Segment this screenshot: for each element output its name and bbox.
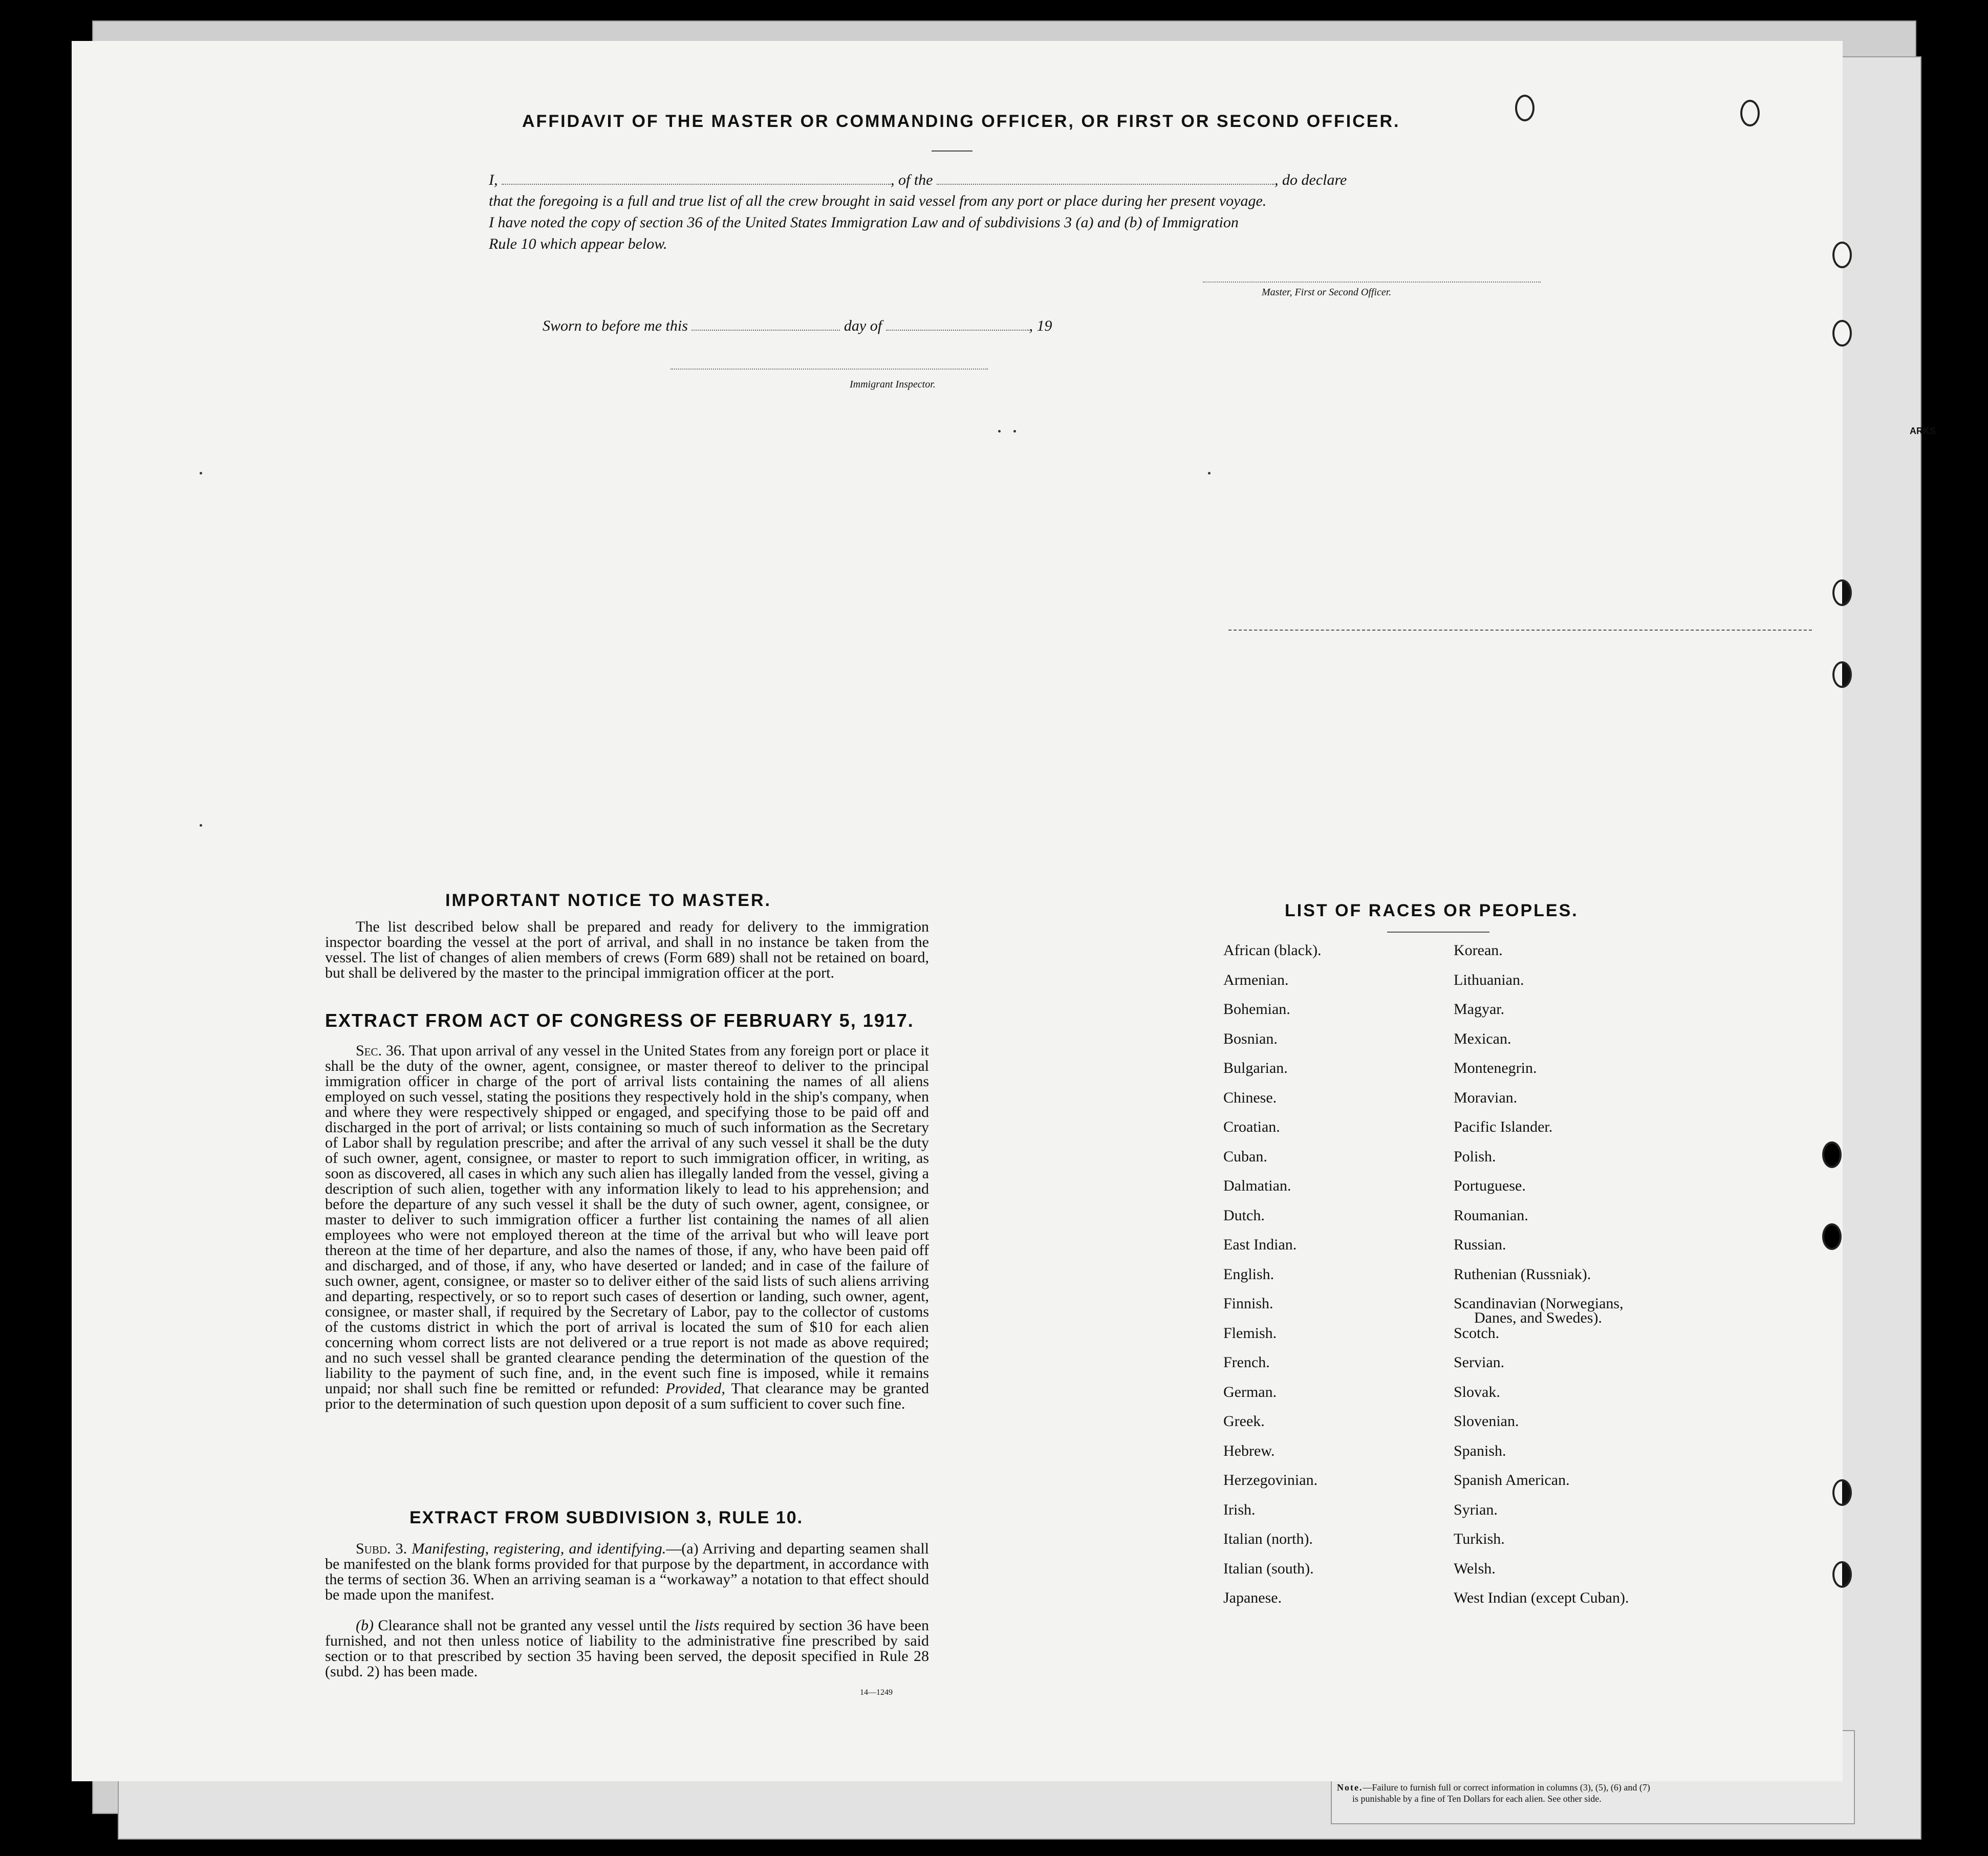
speck — [998, 430, 1001, 433]
signature-label: Master, First or Second Officer. — [1262, 287, 1392, 298]
race-item: Pacific Islander. — [1454, 1118, 1553, 1135]
form-number: 14—1249 — [860, 1688, 893, 1697]
sec-text-end: That clearance may be granted prior to the determination of such question upon deposit of a sum sufficient to cover such fine. — [325, 1380, 929, 1412]
declaration-line-4: Rule 10 which appear below. — [489, 235, 667, 252]
speck — [1208, 472, 1211, 474]
race-item: Italian (north). — [1223, 1530, 1313, 1547]
punch-hole — [1832, 1561, 1852, 1588]
declaration-line-2: that the foregoing is a full and true list of all the crew brought in said vessel from any port or place during her present voyage. — [489, 192, 1267, 209]
faint-rule — [1228, 630, 1812, 631]
sworn-month-blank[interactable] — [886, 330, 1029, 331]
subd-label: Subd. 3. — [356, 1540, 407, 1557]
signature-line[interactable] — [1203, 282, 1541, 283]
b-label: (b) — [356, 1617, 374, 1634]
race-item: Syrian. — [1454, 1501, 1498, 1518]
race-item: Scandinavian (Norwegians, — [1454, 1295, 1624, 1312]
inspector-label: Immigrant Inspector. — [850, 379, 936, 390]
sworn-text: Sworn to before me this — [543, 317, 688, 334]
note-line — [1337, 1782, 1650, 1793]
race-item: Korean. — [1454, 942, 1503, 959]
race-item: West Indian (except Cuban). — [1454, 1589, 1629, 1606]
races-title-rule — [1387, 932, 1489, 933]
speck — [200, 824, 202, 827]
race-item: Bulgarian. — [1223, 1060, 1288, 1076]
race-item: Dalmatian. — [1223, 1177, 1291, 1194]
sworn-line — [543, 317, 1052, 335]
notice-text: The list described below shall be prepared and ready for delivery to the immigration inspector boarding the vessel at the port of arrival, and shall in no instance be taken from the vessel. The list of changes of alien members of crews (Form 689) shall not be retained on board, but shall be delivered by the master to the principal immigration officer at the port. — [325, 918, 929, 981]
year-prefix: , 19 — [1029, 317, 1052, 334]
form-sheet — [72, 41, 1843, 1781]
note-text: —Failure to furnish full or correct information in columns (3), (5), (6) and (7) — [1363, 1782, 1650, 1793]
race-item: Roumanian. — [1454, 1206, 1528, 1224]
sworn-day-blank[interactable] — [692, 330, 840, 331]
race-item: Croatian. — [1223, 1118, 1280, 1135]
race-item: Magyar. — [1454, 1001, 1505, 1018]
notice-title: IMPORTANT NOTICE TO MASTER. — [445, 891, 771, 910]
race-item: Cuban. — [1223, 1148, 1267, 1165]
race-item: Flemish. — [1223, 1324, 1277, 1342]
race-item: Spanish American. — [1454, 1472, 1570, 1488]
speck — [1013, 430, 1016, 433]
race-item: Lithuanian. — [1454, 971, 1524, 988]
sec-label: Sec. 36. — [356, 1042, 405, 1059]
race-item: Polish. — [1454, 1148, 1496, 1165]
declaration-line-3: I have noted the copy of section 36 of the United States Immigration Law and of subdivisions 3 (a) and (b) of Immigration — [489, 214, 1239, 231]
affidavit-title: AFFIDAVIT OF THE MASTER OR COMMANDING OFFICER, OR FIRST OR SECOND OFFICER. — [522, 112, 1400, 131]
race-item: East Indian. — [1223, 1236, 1297, 1253]
punch-hole — [1515, 95, 1535, 121]
extract-rule-title: EXTRACT FROM SUBDIVISION 3, RULE 10. — [409, 1508, 804, 1527]
race-item: Slovak. — [1454, 1383, 1500, 1400]
declarant-name-blank[interactable] — [502, 184, 891, 185]
declare-suffix: , do declare — [1274, 171, 1347, 188]
race-item: Irish. — [1223, 1501, 1256, 1518]
race-item: Bosnian. — [1223, 1030, 1278, 1047]
subd-text-a: —(a) Arriving and departing seamen shall be manifested on the blank forms provided for that purpose by the department, in accordance with the terms of section 36. When an arriving seaman is a “workaway” a notation to that effect should be made upon the manifest. — [325, 1540, 929, 1603]
race-item: Portuguese. — [1454, 1177, 1526, 1194]
punch-hole — [1832, 320, 1852, 347]
vessel-prefix: , of the — [891, 171, 933, 188]
race-item: Herzegovinian. — [1223, 1472, 1318, 1488]
race-item: Montenegrin. — [1454, 1060, 1537, 1076]
punch-hole — [1740, 100, 1760, 126]
subd-text-b1: Clearance shall not be granted any vessel until the — [378, 1617, 690, 1634]
race-item: Hebrew. — [1223, 1442, 1275, 1459]
punch-hole — [1832, 579, 1852, 606]
lists-word: lists — [695, 1617, 720, 1634]
extract-act-text — [325, 1043, 929, 1412]
vessel-name-blank[interactable] — [937, 184, 1274, 185]
race-item-continuation: Danes, and Swedes). — [1474, 1309, 1602, 1326]
punch-hole — [1832, 661, 1852, 688]
punch-hole — [1832, 242, 1852, 268]
race-item: Greek. — [1223, 1413, 1265, 1430]
race-item: Spanish. — [1454, 1442, 1506, 1459]
provided-word: Provided, — [665, 1380, 725, 1397]
inspector-signature-line[interactable] — [671, 369, 988, 370]
declaration-line-1 — [489, 171, 1574, 189]
race-item: Slovenian. — [1454, 1413, 1519, 1430]
race-item: Scotch. — [1454, 1324, 1500, 1342]
declarant-prefix: I, — [489, 171, 498, 188]
race-item: Welsh. — [1454, 1560, 1496, 1577]
race-item: Finnish. — [1223, 1295, 1273, 1312]
race-item: Italian (south). — [1223, 1560, 1314, 1577]
race-item: Dutch. — [1223, 1206, 1265, 1224]
race-item: Armenian. — [1223, 971, 1289, 988]
speck — [200, 472, 202, 474]
extract-rule-text-a — [325, 1541, 929, 1603]
side-label: ARKS — [1909, 426, 1936, 436]
race-item: Turkish. — [1454, 1530, 1505, 1547]
race-item: Chinese. — [1223, 1089, 1277, 1106]
subd-text-b2: required by section 36 have been furnished, and not then unless notice of liability to the administrative fine prescribed by said section or to that prescribed by section 35 having been served, the deposit specified in Rule 28 (subd. 2) has been made. — [325, 1617, 929, 1680]
race-item: Mexican. — [1454, 1030, 1511, 1047]
extract-rule-text-b — [325, 1618, 929, 1679]
race-item: Bohemian. — [1223, 1001, 1290, 1018]
day-of-text: day of — [844, 317, 882, 334]
race-item: English. — [1223, 1265, 1274, 1283]
race-item: German. — [1223, 1383, 1277, 1400]
punch-hole — [1822, 1141, 1842, 1168]
race-item: Servian. — [1454, 1354, 1505, 1371]
race-item: African (black). — [1223, 942, 1322, 959]
race-item: Moravian. — [1454, 1089, 1518, 1106]
subd-heading: Manifesting, registering, and identifying. — [412, 1540, 666, 1557]
note-line-fine: is punishable by a fine of Ten Dollars for each alien. See other side. — [1352, 1794, 1602, 1804]
race-item: Ruthenian (Russniak). — [1454, 1265, 1591, 1283]
punch-hole — [1822, 1223, 1842, 1250]
note-label: Note. — [1337, 1782, 1363, 1793]
race-item: French. — [1223, 1354, 1270, 1371]
sec-text: That upon arrival of any vessel in the United States from any foreign port or place it shall be the duty of the owner, agent, consignee, or master thereof to deliver to the principal immigration officer in charge of the port of arrival lists containing the names of all aliens employed on such vessel, stating the positions they respectively hold in the ship's company, when and where they were respectively shipped or engaged, and specifying those to be paid off and discharged in the port of arrival; or lists containing so much of such information as the Secretary of Labor shall by regulation prescribe; and after the arrival of any such vessel it shall be the duty of such owner, agent, consignee, or master to report to such immigration officer, in writing, as soon as discovered, all cases in which any such alien has illegally landed from the vessel, giving a description of such alien, together with any information likely to lead to his apprehension; and before the departure of any such vessel it shall be the duty of such owner, agent, consignee, or master to deliver to such immigration officer a further list containing the names of all alien employees who were not employed thereon at the time of the arrival but who will leave port thereon at the time of her departure, and also the names of those, if any, who have been paid off and discharged, and of those, if any, who have deserted or landed; and in case of the failure of such owner, agent, consignee, or master so to deliver either of the said lists of such aliens arriving and departing, respectively, or so to report such cases of desertion or landing, such owner, agent, consignee, or master shall, if required by the Secretary of Labor, pay to the collector of customs of the customs district in which the port of arrival is located the sum of $10 for each alien concerning whom correct lists are not delivered or a true report is not made as above required; and no such vessel shall be granted clearance pending the determination of the question of the liability to the payment of such fine, and, in the event such fine is imposed, while it remains unpaid; nor shall such fine be remitted or refunded: — [325, 1042, 930, 1397]
race-item: Japanese. — [1223, 1589, 1282, 1606]
extract-act-title: EXTRACT FROM ACT OF CONGRESS OF FEBRUARY 5, 1917. — [325, 1010, 914, 1031]
race-item: Russian. — [1454, 1236, 1506, 1253]
races-title: LIST OF RACES OR PEOPLES. — [1285, 901, 1579, 920]
punch-hole — [1832, 1479, 1852, 1506]
title-rule — [932, 150, 973, 152]
